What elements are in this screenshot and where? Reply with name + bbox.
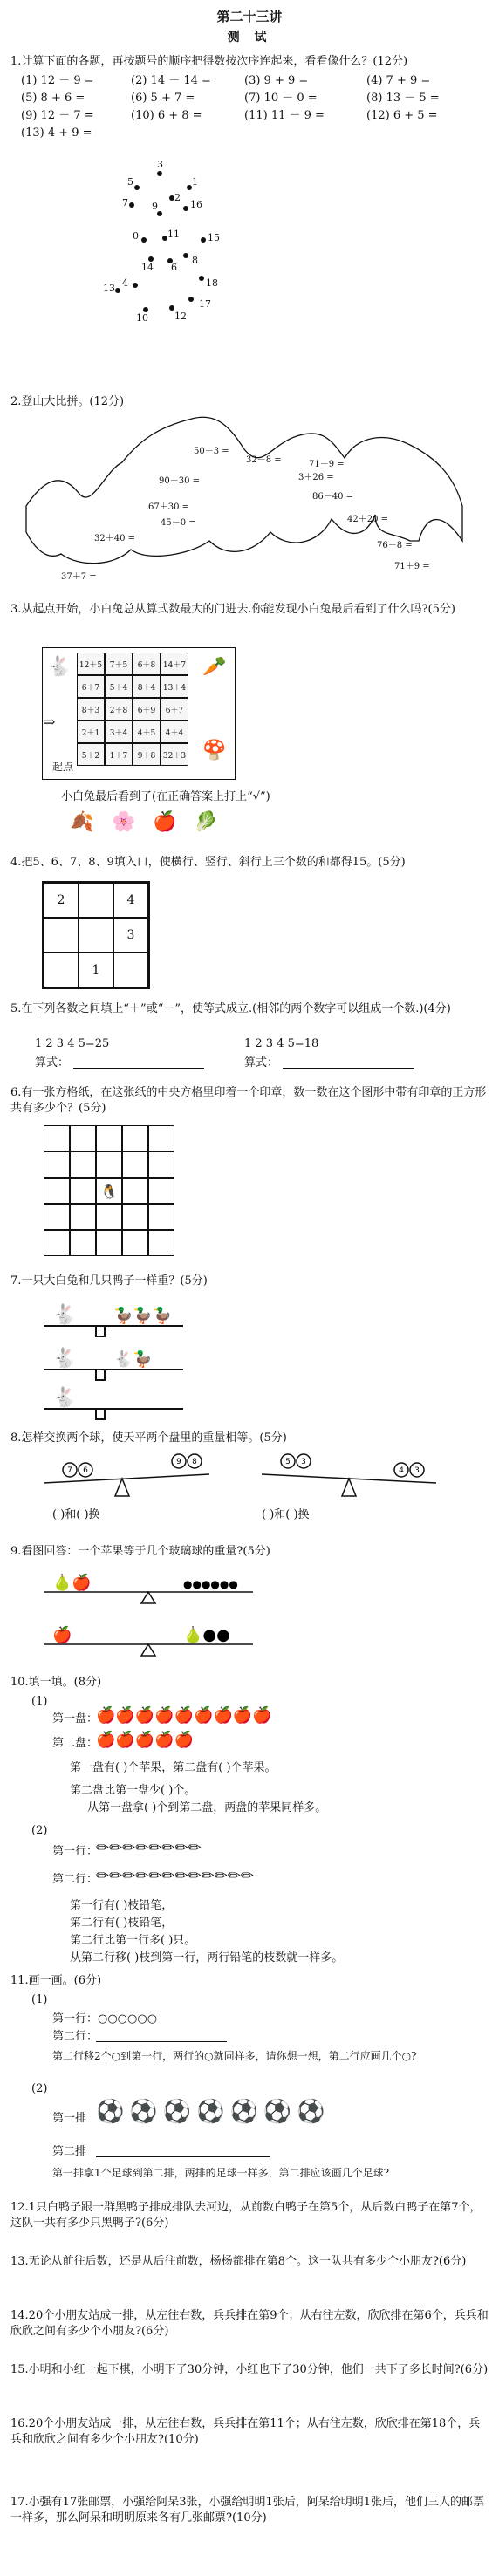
dot-label: 9 [152,201,158,212]
dot-label: 1 [192,176,198,188]
dot [134,185,140,190]
mountain-step-label: 32－8 = [246,455,282,465]
maze-cell: 9＋8 [133,743,161,766]
dot [188,297,194,302]
q1-item: (6) 5 + 7 = [131,92,195,105]
dot [183,253,188,258]
question-4: 4.把5、6、7、8、9填入口，使横行、竖行、斜行上三个数的和都得15。(5分) [10,856,406,869]
svg-text:6: 6 [83,1466,88,1475]
dot [115,288,120,293]
maze-cell: 1＋7 [105,743,133,766]
q11-line-1: 第二行移2个○到第一行，两行的○就同样多，请你想一想，第二行应画几个○? [52,2050,417,2062]
plate-1-label: 第一盘： [52,1712,99,1725]
grid-square [148,1178,174,1204]
q1-item: (5) 8 + 6 = [21,92,85,105]
pencil-row-2: ✏✏✏✏✏✏✏✏✏✏✏✏ [96,1867,254,1885]
arrow-icon: ⇒ [44,714,56,730]
maze-cell: 3＋4 [105,721,133,743]
q1-item: (13) 4 + 9 = [21,126,92,140]
answer-line-2[interactable] [283,1068,414,1069]
mountain-outline [9,410,490,576]
q10-line-5: 第二行有( )枝铅笔， [70,1917,174,1930]
maze-cell: 7＋5 [105,653,133,675]
grid-square [70,1151,96,1178]
circle-row-1: 第一行：○○○○○○ [52,2012,158,2026]
mountain-step-label: 86－40 = [312,492,354,502]
maze-cell: 8＋4 [133,675,161,698]
answer-label-2: 算式： [244,1056,279,1069]
maze-cell: 5＋2 [77,743,105,766]
football-row-1-label: 第一排 [52,2112,87,2125]
mountain-step-label: 67＋30 = [148,502,190,512]
dot-label: 18 [206,277,218,289]
mountain-step-label: 90－30 = [159,476,201,486]
dot-label: 5 [127,176,133,188]
dot-label: 17 [199,298,211,310]
grid-square [122,1151,148,1178]
question-12: 12.1只白鸭子跟一群黑鸭子排成排队去河边，从前数白鸭子在第5个，从后数白鸭子在第7个，这队一共有多少只黑鸭子?(6分) [10,2201,482,2230]
answer-label-1: 算式： [35,1056,70,1069]
q1-item: (8) 13 － 5 = [366,92,440,105]
maze-cell: 6＋7 [77,675,105,698]
svg-text:3: 3 [301,1458,306,1466]
svg-text:4: 4 [399,1466,404,1475]
maze-cell: 4＋5 [133,721,161,743]
q10-part-1: (1) [31,1695,48,1708]
plate-2-label: 第二盘： [52,1737,99,1750]
maze-cell: 13＋4 [161,675,188,698]
maze-cell: 4＋4 [161,721,188,743]
grid-square [122,1178,148,1204]
dot-label: 12 [174,311,187,322]
dot-label: 13 [103,283,115,294]
grid-square [96,1125,122,1151]
magic-cell[interactable]: 1 [79,953,113,987]
q10-line-7: 从第二行移( )枝到第一行，两行铅笔的枝数就一样多。 [70,1951,344,1964]
football-row-2-label: 第二排 [52,2145,87,2158]
football-row: ⚽⚽⚽⚽⚽⚽⚽ [96,2099,331,2125]
q1-item: (12) 6 + 5 = [366,109,438,122]
maze-cell: 12＋5 [77,653,105,675]
svg-text:8: 8 [192,1458,197,1466]
dot-label: 11 [167,229,180,240]
magic-cell[interactable] [113,953,148,987]
grid-square [148,1125,174,1151]
grid-square [44,1125,70,1151]
question-5: 5.在下列各数之间填上“＋”或“－”，使等式成立.(相邻的两个数字可以组成一个数.)(4分) [10,1002,451,1015]
q10-line-1: 第一盘有( )个苹果，第二盘有( )个苹果。 [70,1761,277,1774]
grid-square [122,1125,148,1151]
question-8: 8.怎样交换两个球，使天平两个盘里的重量相等。(5分) [10,1431,287,1445]
magic-cell[interactable] [44,953,79,987]
grid-square [96,1230,122,1256]
q10-line-4: 第一行有( )枝铅笔， [70,1899,174,1912]
leaf-icon: 🍂 [70,811,94,833]
mountain-step-label: 37＋7 = [61,572,97,582]
magic-cell[interactable] [79,883,113,918]
dot [183,206,188,211]
svg-text:3: 3 [414,1466,420,1475]
mountain-step-label: 45－0 = [161,518,196,528]
magic-cell[interactable] [79,918,113,953]
page-title: 第二十三讲 [216,9,283,24]
q10-line-6: 第二行比第一行多( )只。 [70,1934,196,1947]
question-10: 10.填一填。(8分) [10,1676,102,1689]
dot-label: 2 [174,192,181,203]
maze-cell: 6＋7 [161,698,188,721]
dot [133,283,138,288]
svg-text:🐇🦆: 🐇🦆 [113,1350,153,1369]
magic-cell[interactable]: 4 [113,883,148,918]
plate-1-apples: 🍎🍎🍎🍎🍎🍎🍎🍎🍎 [96,1706,272,1725]
q1-item: (11) 11 － 9 = [244,109,325,122]
swap-answer-1: ( )和( )换 [52,1508,100,1521]
mountain-step-label: 42＋20 = [347,515,389,524]
dot [141,237,147,243]
pencil-row-1-label: 第一行： [52,1845,99,1858]
dot-label: 6 [171,262,177,273]
q1-item: (3) 9 + 9 = [244,74,309,87]
maze-cell: 5＋4 [105,675,133,698]
svg-text:🐇: 🐇 [52,1304,77,1326]
page-subtitle: 测 试 [227,31,272,44]
radish-icon: 🥬 [194,811,218,833]
grid-square [148,1230,174,1256]
mountain-step-label: 32＋40 = [94,534,136,543]
q10-part-2: (2) [31,1824,48,1837]
question-2: 2.登山大比拼。(12分) [10,395,125,408]
dot [129,202,134,208]
q1-item: (2) 14 － 14 = [131,74,211,87]
ball-balances [35,1448,454,1509]
question-1: 1.计算下面的各题，再按题号的顺序把得数按次序连起来，看看像什么？(12分) [10,55,408,68]
question-15: 15.小明和小红一起下棋，小明下了30分钟，小红也下了30分钟，他们一共下了多长时间?(6分) [10,2363,489,2376]
q1-item: (1) 12 － 9 = [21,74,94,87]
answer-line-1[interactable] [73,1068,204,1069]
question-17: 17.小强有17张邮票，小强给阿呆3张，小强给明明1张后，阿呆给明明1张后，他们三人的邮票一样多，那么阿呆和明明原来各有几张邮票?(10分) [10,2496,485,2525]
svg-text:🍎: 🍎 [52,1626,72,1644]
maze-cell: 6＋8 [133,653,161,675]
mountain-step-label: 76－8 = [377,541,413,550]
q11-part-1: (1) [31,1993,48,2006]
mountain-step-label: 71－9 = [309,460,345,469]
maze-cell: 8＋3 [77,698,105,721]
grid-square [44,1151,70,1178]
magic-square [42,881,150,989]
grid-square [44,1178,70,1204]
swap-answer-2: ( )和( )换 [262,1508,310,1521]
grid-square [70,1230,96,1256]
question-7: 7.一只大白兔和几只鸭子一样重？(5分) [10,1274,208,1288]
flower-icon: 🌸 [112,811,136,833]
start-label: 起点 [52,761,74,773]
grid-square [148,1151,174,1178]
svg-text:5: 5 [285,1458,291,1466]
equation-2: 1 2 3 4 5=18 [244,1037,319,1050]
dot-label: 7 [122,197,128,208]
svg-text:🐇: 🐇 [52,1387,77,1409]
question-16: 16.20个小朋友站成一排，从左往右数，兵兵排在第11个；从右往左数，欣欣排在第18个，兵兵和欣欣之间有多少个小朋友?(10分) [10,2417,481,2446]
grid-square [44,1230,70,1256]
svg-text:🍐🍎: 🍐🍎 [52,1574,92,1592]
rabbit-icon: 🐇 [47,656,72,678]
svg-text:7: 7 [67,1466,72,1475]
question-6: 6.有一张方格纸，在这张纸的中央方格里印着一个印章，数一数在这个图形中带有印章的正方形共有多少个？(5分) [10,1086,487,1115]
question-11: 11.画一画。(6分) [10,1974,102,1987]
magic-cell[interactable]: 3 [113,918,148,953]
svg-text:🦆🦆🦆: 🦆🦆🦆 [113,1307,173,1325]
grid-square [70,1204,96,1230]
dot-label: 4 [122,277,128,289]
magic-cell[interactable] [44,918,79,953]
grid-square [122,1204,148,1230]
svg-text:9: 9 [176,1458,181,1466]
dot [157,171,162,176]
rabbit-duck-balance [35,1291,192,1422]
q11-line-2: 第一排拿1个足球到第二排，两排的足球一样多，第二排应该画几个足球? [52,2167,390,2179]
maze-cell: 2＋1 [77,721,105,743]
q1-item: (9) 12 － 7 = [21,109,94,122]
maze-cell: 6＋9 [133,698,161,721]
dot-label: 16 [190,199,202,210]
pencil-row-1: ✏✏✏✏✏✏✏✏ [96,1839,202,1857]
plate-2-apples: 🍎🍎🍎🍎🍎 [96,1731,195,1749]
mountain-step-label: 71＋9 = [394,562,430,571]
grid-square [70,1178,96,1204]
svg-text:🍐●●: 🍐●● [183,1626,230,1644]
football-row-2-line[interactable] [96,2156,270,2157]
pencil-row-2-label: 第二行： [52,1873,99,1886]
q10-line-3: 从第一盘拿( )个到第二盘，两盘的苹果同样多。 [87,1801,327,1814]
grid-square [70,1125,96,1151]
maze-cell: 2＋8 [105,698,133,721]
grid-square [122,1230,148,1256]
carrot-icon: 🥕 [202,656,227,678]
question-14: 14.20个小朋友站成一排，从左往右数，兵兵排在第9个；从右往左数，欣欣排在第6个，兵兵和欣欣之间有多少个小朋友?(6分) [10,2309,489,2338]
maze-cell: 14＋7 [161,653,188,675]
apple-marble-balances [35,1561,262,1657]
maze-cell: 32＋3 [161,743,188,766]
dot-label: 15 [208,232,220,243]
dot [201,237,206,243]
grid-square [96,1204,122,1230]
grid-square [96,1151,122,1178]
dot-label: 10 [136,312,148,324]
circle-row-2-label: 第二行： [52,2030,99,2043]
mountain-step-label: 50－3 = [194,447,229,456]
q1-item: (7) 10 － 0 = [244,92,318,105]
dot-label: 8 [192,255,198,266]
q3-answer-prompt: 小白兔最后看到了(在正确答案上打上“√”) [61,790,270,803]
grid-square [148,1204,174,1230]
q11-part-2: (2) [31,2082,48,2095]
q10-line-2: 第二盘比第一盘少( )个。 [70,1784,196,1797]
dot [199,276,204,281]
equation-1: 1 2 3 4 5=25 [35,1037,110,1050]
svg-text:🐇: 🐇 [52,1348,77,1370]
q1-item: (10) 6 + 8 = [131,109,202,122]
mushroom-icon: 🍄 [202,740,227,762]
question-3: 3.从起点开始，小白兔总从算式数最大的门进去.你能发现小白兔最后看到了什么吗?(5分) [10,603,455,616]
svg-text:●●●●●●: ●●●●●● [183,1578,238,1590]
dot-label: 14 [141,262,154,273]
grid-square [44,1204,70,1230]
apple-icon: 🍎 [153,811,177,833]
stamp-icon: 🐧 [96,1178,122,1204]
dot-label: 3 [157,159,163,170]
question-13: 13.无论从前往后数，还是从后往前数，杨杨都排在第8个。这一队共有多少个小朋友?(6分) [10,2255,467,2268]
magic-cell[interactable]: 2 [44,883,79,918]
circle-row-2-line[interactable] [96,2041,227,2042]
dot-label: 0 [133,230,139,242]
mountain-step-label: 3＋26 = [298,473,334,482]
q1-item: (4) 7 + 9 = [366,74,431,87]
question-9: 9.看图回答：一个苹果等于几个玻璃球的重量?(5分) [10,1545,270,1558]
